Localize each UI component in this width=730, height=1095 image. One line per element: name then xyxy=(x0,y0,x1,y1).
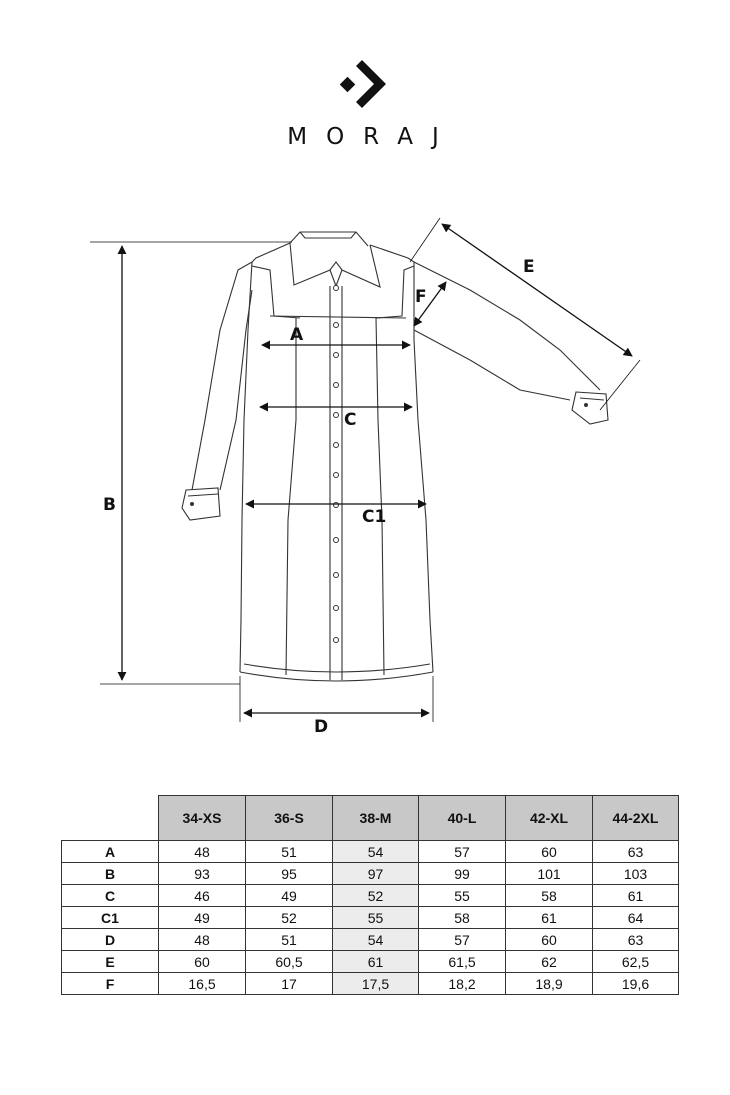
label-d: D xyxy=(314,717,329,737)
label-f: F xyxy=(415,287,427,307)
measurement-label: D xyxy=(62,929,159,951)
table-row xyxy=(62,907,679,929)
size-header: 36-S xyxy=(246,796,333,841)
dim-e-start-guide xyxy=(410,218,440,262)
measurement-value: 61 xyxy=(506,907,593,929)
measurement-value: 95 xyxy=(246,863,333,885)
size-header: 34-XS xyxy=(159,796,246,841)
measurement-value: 63 xyxy=(593,841,679,863)
measurement-value: 52 xyxy=(333,885,419,907)
measurement-value: 99 xyxy=(419,863,506,885)
measurement-value: 101 xyxy=(506,863,593,885)
measurement-value: 62,5 xyxy=(593,951,679,973)
measurement-value: 60 xyxy=(506,841,593,863)
measurement-label: B xyxy=(62,863,159,885)
measurement-value: 93 xyxy=(159,863,246,885)
measurement-value: 55 xyxy=(333,907,419,929)
measurement-value: 16,5 xyxy=(159,973,246,995)
size-header: 42-XL xyxy=(506,796,593,841)
dress-outline xyxy=(182,232,608,681)
measurement-value: 60 xyxy=(506,929,593,951)
measurement-label: E xyxy=(62,951,159,973)
measurement-value: 48 xyxy=(159,841,246,863)
size-table xyxy=(61,795,679,995)
measurement-value: 97 xyxy=(333,863,419,885)
size-header: 44-2XL xyxy=(593,796,679,841)
label-b: B xyxy=(103,495,116,515)
label-e: E xyxy=(523,257,535,277)
measurement-value: 60 xyxy=(159,951,246,973)
measurement-value: 48 xyxy=(159,929,246,951)
measurement-value: 49 xyxy=(246,885,333,907)
size-header: 38-M xyxy=(333,796,419,841)
measurement-value: 58 xyxy=(506,885,593,907)
size-header: 40-L xyxy=(419,796,506,841)
table-row xyxy=(62,951,679,973)
measurement-value: 57 xyxy=(419,929,506,951)
measurement-value: 61 xyxy=(593,885,679,907)
label-c: C xyxy=(344,410,357,430)
measurement-value: 51 xyxy=(246,841,333,863)
measurement-value: 18,9 xyxy=(506,973,593,995)
measurement-value: 51 xyxy=(246,929,333,951)
measurement-label: C xyxy=(62,885,159,907)
table-row xyxy=(62,885,679,907)
measurement-label: C1 xyxy=(62,907,159,929)
measurement-value: 19,6 xyxy=(593,973,679,995)
measurement-value: 60,5 xyxy=(246,951,333,973)
measurement-value: 49 xyxy=(159,907,246,929)
dim-e-end-guide xyxy=(600,360,640,410)
table-row xyxy=(62,863,679,885)
measurement-label: A xyxy=(62,841,159,863)
table-row xyxy=(62,973,679,995)
size-table-corner-cell xyxy=(62,796,159,841)
measurement-label: F xyxy=(62,973,159,995)
measurement-value: 58 xyxy=(419,907,506,929)
measurement-value: 63 xyxy=(593,929,679,951)
size-table-header-row xyxy=(62,796,679,841)
measurement-value: 57 xyxy=(419,841,506,863)
size-table-body xyxy=(62,841,679,995)
table-row xyxy=(62,841,679,863)
dress-buttons xyxy=(334,286,339,643)
measurement-value: 64 xyxy=(593,907,679,929)
measurement-value: 52 xyxy=(246,907,333,929)
measurement-value: 62 xyxy=(506,951,593,973)
label-c1: C1 xyxy=(362,507,387,527)
measurement-value: 61 xyxy=(333,951,419,973)
left-cuff-button xyxy=(190,502,194,506)
measurement-value: 17,5 xyxy=(333,973,419,995)
measurement-value: 55 xyxy=(419,885,506,907)
measurement-value: 17 xyxy=(246,973,333,995)
brand-name: MORAJ xyxy=(287,124,458,150)
measurement-value: 61,5 xyxy=(419,951,506,973)
measurement-value: 18,2 xyxy=(419,973,506,995)
label-a: A xyxy=(290,325,304,345)
table-row xyxy=(62,929,679,951)
measurement-value: 46 xyxy=(159,885,246,907)
right-cuff-button xyxy=(584,403,588,407)
measurement-value: 103 xyxy=(593,863,679,885)
measurement-value: 54 xyxy=(333,841,419,863)
measurement-value: 54 xyxy=(333,929,419,951)
